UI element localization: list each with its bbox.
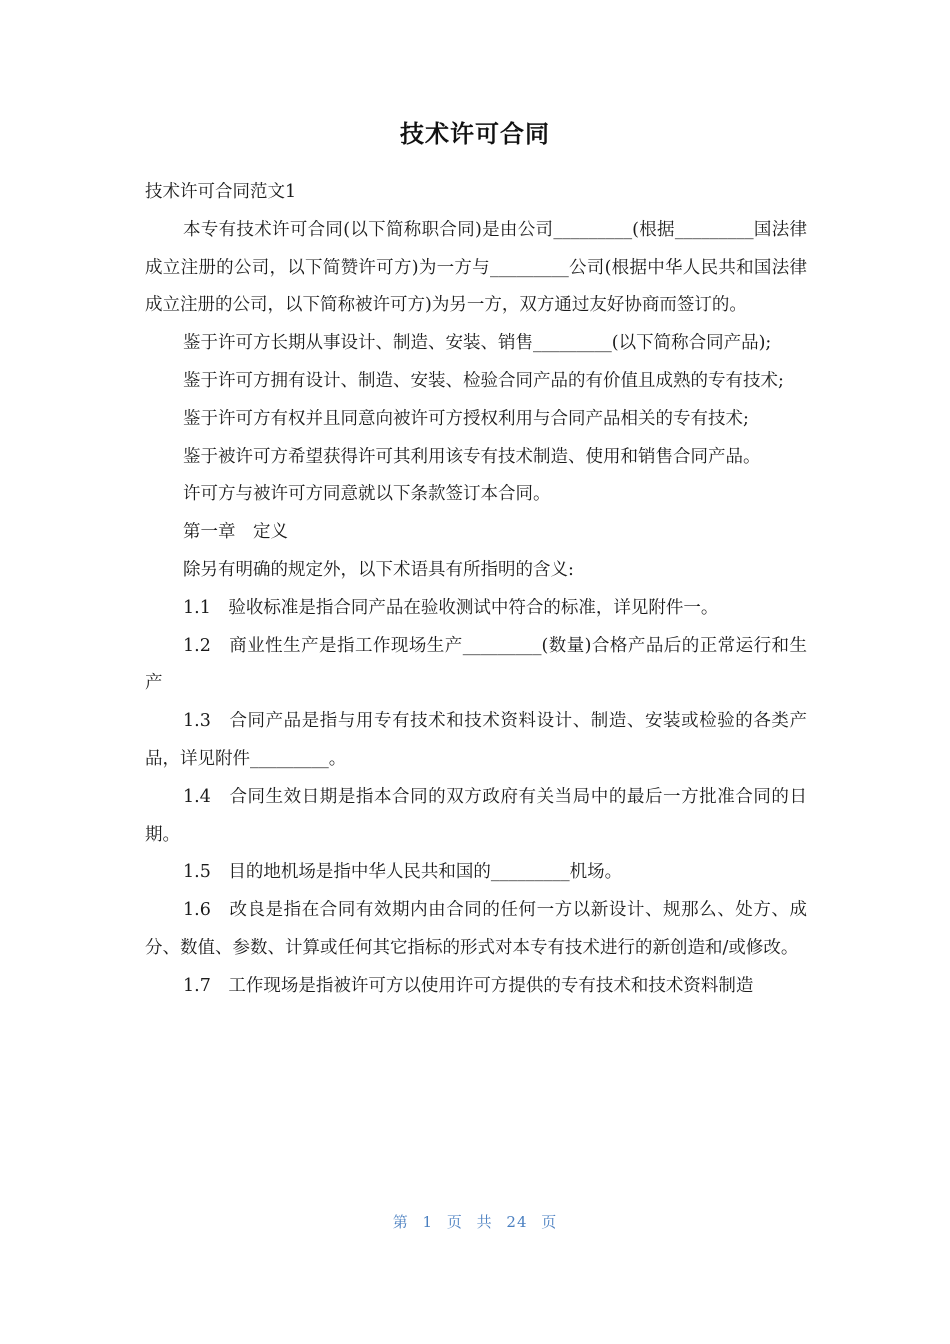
- footer-label-page-unit: 页: [446, 1213, 463, 1231]
- paragraph: 技术许可合同范文1: [145, 182, 297, 202]
- clause: 1.1 验收标准是指合同产品在验收测试中符合的标准，详见附件一。: [183, 597, 719, 618]
- footer-label-page: 第: [392, 1213, 409, 1231]
- clause: 1.7 工作现场是指被许可方以使用许可方提供的专有技术和技术资料制造: [183, 975, 754, 996]
- footer-label-total: 共: [476, 1213, 493, 1231]
- document-body: [145, 174, 807, 1006]
- paragraph: 鉴于许可方拥有设计、制造、安装、检验合同产品的有价值且成熟的专有技术;: [183, 370, 784, 391]
- paragraph: 除另有明确的规定外，以下术语具有所指明的含义:: [183, 559, 574, 580]
- document-title: 技术许可合同: [400, 120, 550, 148]
- paragraph: 鉴于许可方有权并且同意向被许可方授权利用与合同产品相关的专有技术;: [183, 408, 749, 429]
- clause: 1.5 目的地机场是指中华人民共和国的_________机场。: [183, 862, 623, 883]
- paragraph: 鉴于被许可方希望获得许可其利用该专有技术制造、使用和销售合同产品。: [183, 446, 761, 467]
- clause: 1.3 合同产品是指与用专有技术和技术资料设计、制造、安装或检验的各类产品，详见附件_________。: [145, 711, 807, 769]
- clause: 1.2 商业性生产是指工作现场生产_________(数量)合格产品后的正常运行和生产: [145, 635, 807, 694]
- paragraph: 鉴于许可方长期从事设计、制造、安装、销售_________(以下简称合同产品);: [183, 333, 772, 354]
- page-footer: [0, 1210, 950, 1234]
- clause: 1.4 合同生效日期是指本合同的双方政府有关当局中的最后一方批准合同的日期。: [145, 786, 807, 845]
- paragraph: 许可方与被许可方同意就以下条款签订本合同。: [183, 484, 551, 505]
- footer-label-total-unit: 页: [541, 1213, 558, 1231]
- paragraph: 本专有技术许可合同(以下简称职合同)是由公司_________(根据_________国法律成立注册的公司，以下简赞许可方)为一方与_________公司(根据中华人民共和国法律成立注册的公司，以下简称被许可方)为另一方，双方通过友好协商而签订的。: [145, 219, 807, 316]
- footer-page-number: 1: [422, 1213, 434, 1231]
- chapter-heading: 第一章 定义: [183, 522, 288, 543]
- clause: 1.6 改良是指在合同有效期内由合同的任何一方以新设计、规那么、处方、成分、数值、参数、计算或任何其它指标的形式对本专有技术进行的新创造和/或修改。: [145, 900, 807, 958]
- footer-total-pages: 24: [506, 1213, 528, 1231]
